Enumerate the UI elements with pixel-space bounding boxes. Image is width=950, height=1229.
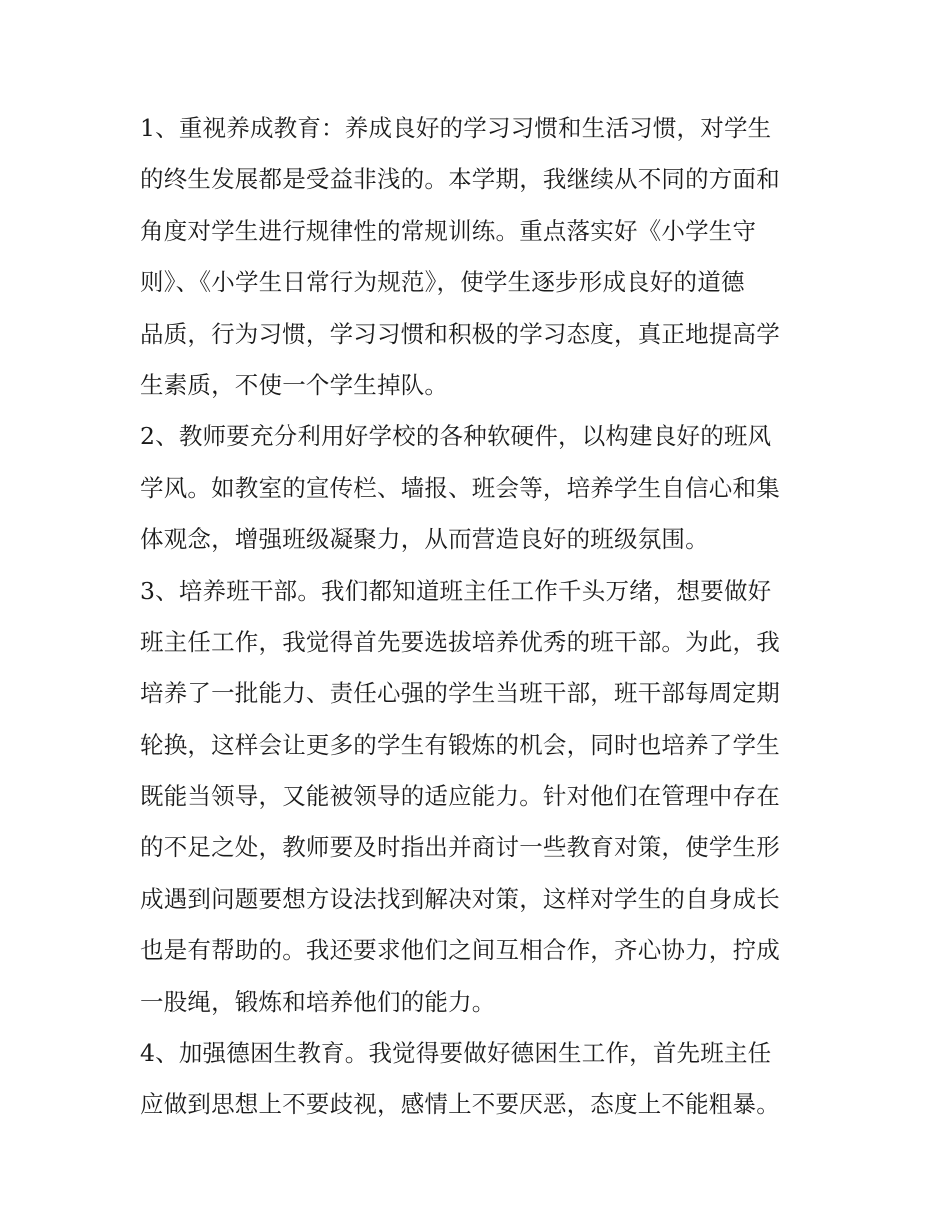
text-line: 生素质，不使一个学生掉队。 (140, 370, 449, 399)
text-line: 的终生发展都是受益非浅的。本学期，我继续从不同的方面和 (140, 165, 780, 194)
text-line: 体观念，增强班级凝聚力，从而营造良好的班级氛围。 (140, 525, 709, 554)
text-line: 应做到思想上不要歧视，感情上不要厌恶，态度上不能粗暴。 (140, 1090, 780, 1119)
text-line: 则》、《小学生日常行为规范》，使学生逐步形成良好的道德 (140, 268, 745, 297)
text-line: 2、教师要充分利用好学校的各种软硬件，以构建良好的班风 (140, 422, 772, 451)
text-line: 一股绳，锻炼和培养他们的能力。 (140, 987, 496, 1016)
text-line: 班主任工作，我觉得首先要选拔培养优秀的班干部。为此，我 (140, 627, 780, 656)
text-line: 学风。如教室的宣传栏、墙报、班会等，培养学生自信心和集 (140, 473, 780, 502)
text-line: 4、加强德困生教育。我觉得要做好德困生工作，首先班主任 (140, 1039, 772, 1068)
text-line: 3、培养班干部。我们都知道班主任工作千头万绪，想要做好 (140, 576, 772, 605)
text-line: 培养了一批能力、责任心强的学生当班干部，班干部每周定期 (140, 679, 780, 708)
text-line: 的不足之处，教师要及时指出并商讨一些教育对策，使学生形 (140, 833, 780, 862)
text-line: 也是有帮助的。我还要求他们之间互相合作，齐心协力，拧成 (140, 936, 780, 965)
text-line: 角度对学生进行规律性的常规训练。重点落实好《小学生守 (140, 216, 757, 245)
text-line: 成遇到问题要想方设法找到解决对策，这样对学生的自身成长 (140, 884, 780, 913)
text-line: 轮换，这样会让更多的学生有锻炼的机会，同时也培养了学生 (140, 730, 780, 759)
text-line: 1、重视养成教育：养成良好的学习习惯和生活习惯，对学生 (140, 114, 772, 142)
text-line: 既能当领导，又能被领导的适应能力。针对他们在管理中存在 (140, 782, 780, 811)
text-line: 品质，行为习惯，学习习惯和积极的学习态度，真正地提高学 (140, 319, 780, 348)
document-body (140, 103, 812, 1131)
